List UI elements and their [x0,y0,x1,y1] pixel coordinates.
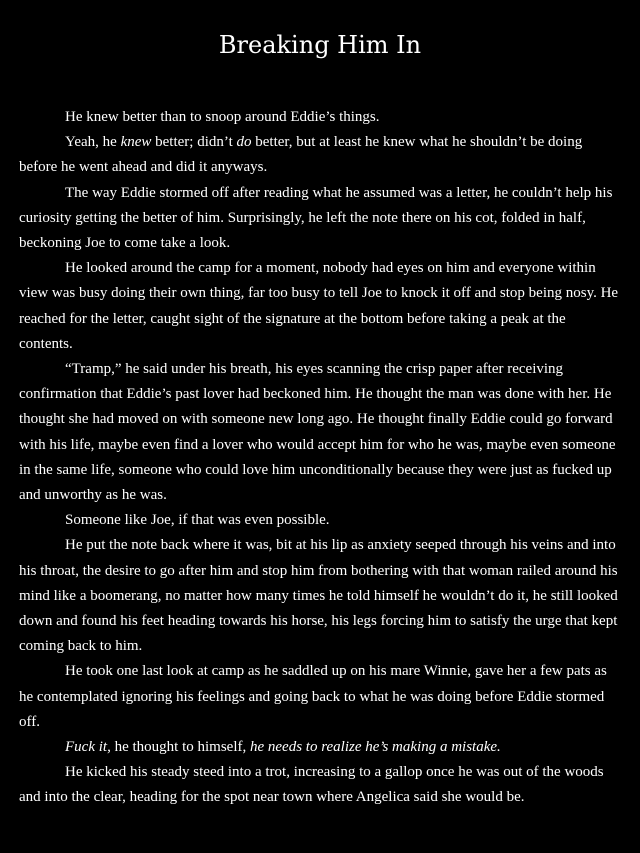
story-paragraph [19,533,622,659]
story-paragraph [19,181,622,257]
paragraph-text: He kicked his steady steed into a trot, increasing to a gallop once he was out of the woods and into the clear, heading for the spot near town where Angelica said she would be. [19,764,604,806]
italic-text: he needs to realize he’s making a mistake. [249,739,501,756]
paragraph-text: He knew better than to snoop around Eddie’s things. [65,109,380,125]
paragraph-text: Someone like Joe, if that was even possible. [65,512,330,529]
story-paragraph [19,659,622,735]
story-paragraph [19,508,622,533]
paragraph-text: The way Eddie stormed off after reading what he assumed was a letter, he couldn’t help his curiosity getting the better of him. Surprisingly, he left the note there on his cot, folded in half, beckoning Joe to come take a look. [19,184,613,252]
story-paragraph [19,735,622,760]
story-paragraph [19,130,622,180]
story-paragraph [19,256,622,357]
italic-text: knew [120,134,152,151]
story-paragraph [19,357,622,508]
paragraph-text: better; didn’t [151,134,237,151]
story-paragraph [19,760,622,810]
story-body [19,105,622,811]
italic-text: Fuck it, [65,739,111,756]
paragraph-text: Yeah, he [65,134,121,151]
paragraph-text: better, but at least he knew what he shouldn’t be doing before he went ahead and did it anyways. [19,134,583,176]
paragraph-text: he thought to himself, [110,739,250,756]
page-title: Breaking Him In [218,31,422,59]
paragraph-text: He looked around the camp for a moment, nobody had eyes on him and everyone within view was busy doing their own thing, far too busy to tell Joe to knock it off and stop being nosy. He reached for the letter, caught sight of the signature at the bottom before taking a peak at the contents. [19,260,619,352]
italic-text: do [236,134,252,151]
story-paragraph [19,105,622,130]
paragraph-text: He took one last look at camp as he saddled up on his mare Winnie, gave her a few pats as he contemplated ignoring his feelings and going back to what he was doing before Eddie stormed off. [19,663,607,730]
paragraph-text: “Tramp,” he said under his breath, his eyes scanning the crisp paper after receiving confirmation that Eddie’s past lover had beckoned him. He thought the man was done with her. He thought she had moved on with someone new long ago. He thought finally Eddie could go forward with his life, maybe even find a lover who would accept him for who he was, maybe even someone in the same life, someone who could love him unconditionally because they were just as fucked up and unworthy as he was. [19,361,616,504]
paragraph-text: He put the note back where it was, bit at his lip as anxiety seeped through his veins and into his throat, the desire to go after him and stop him from bothering with that woman railed around his mind like a boomerang, no matter how many times he told himself he wouldn’t do it, he still looked down and found his feet heading towards his horse, his legs forcing him to satisfy the urge that kept coming back to him. [19,537,618,655]
